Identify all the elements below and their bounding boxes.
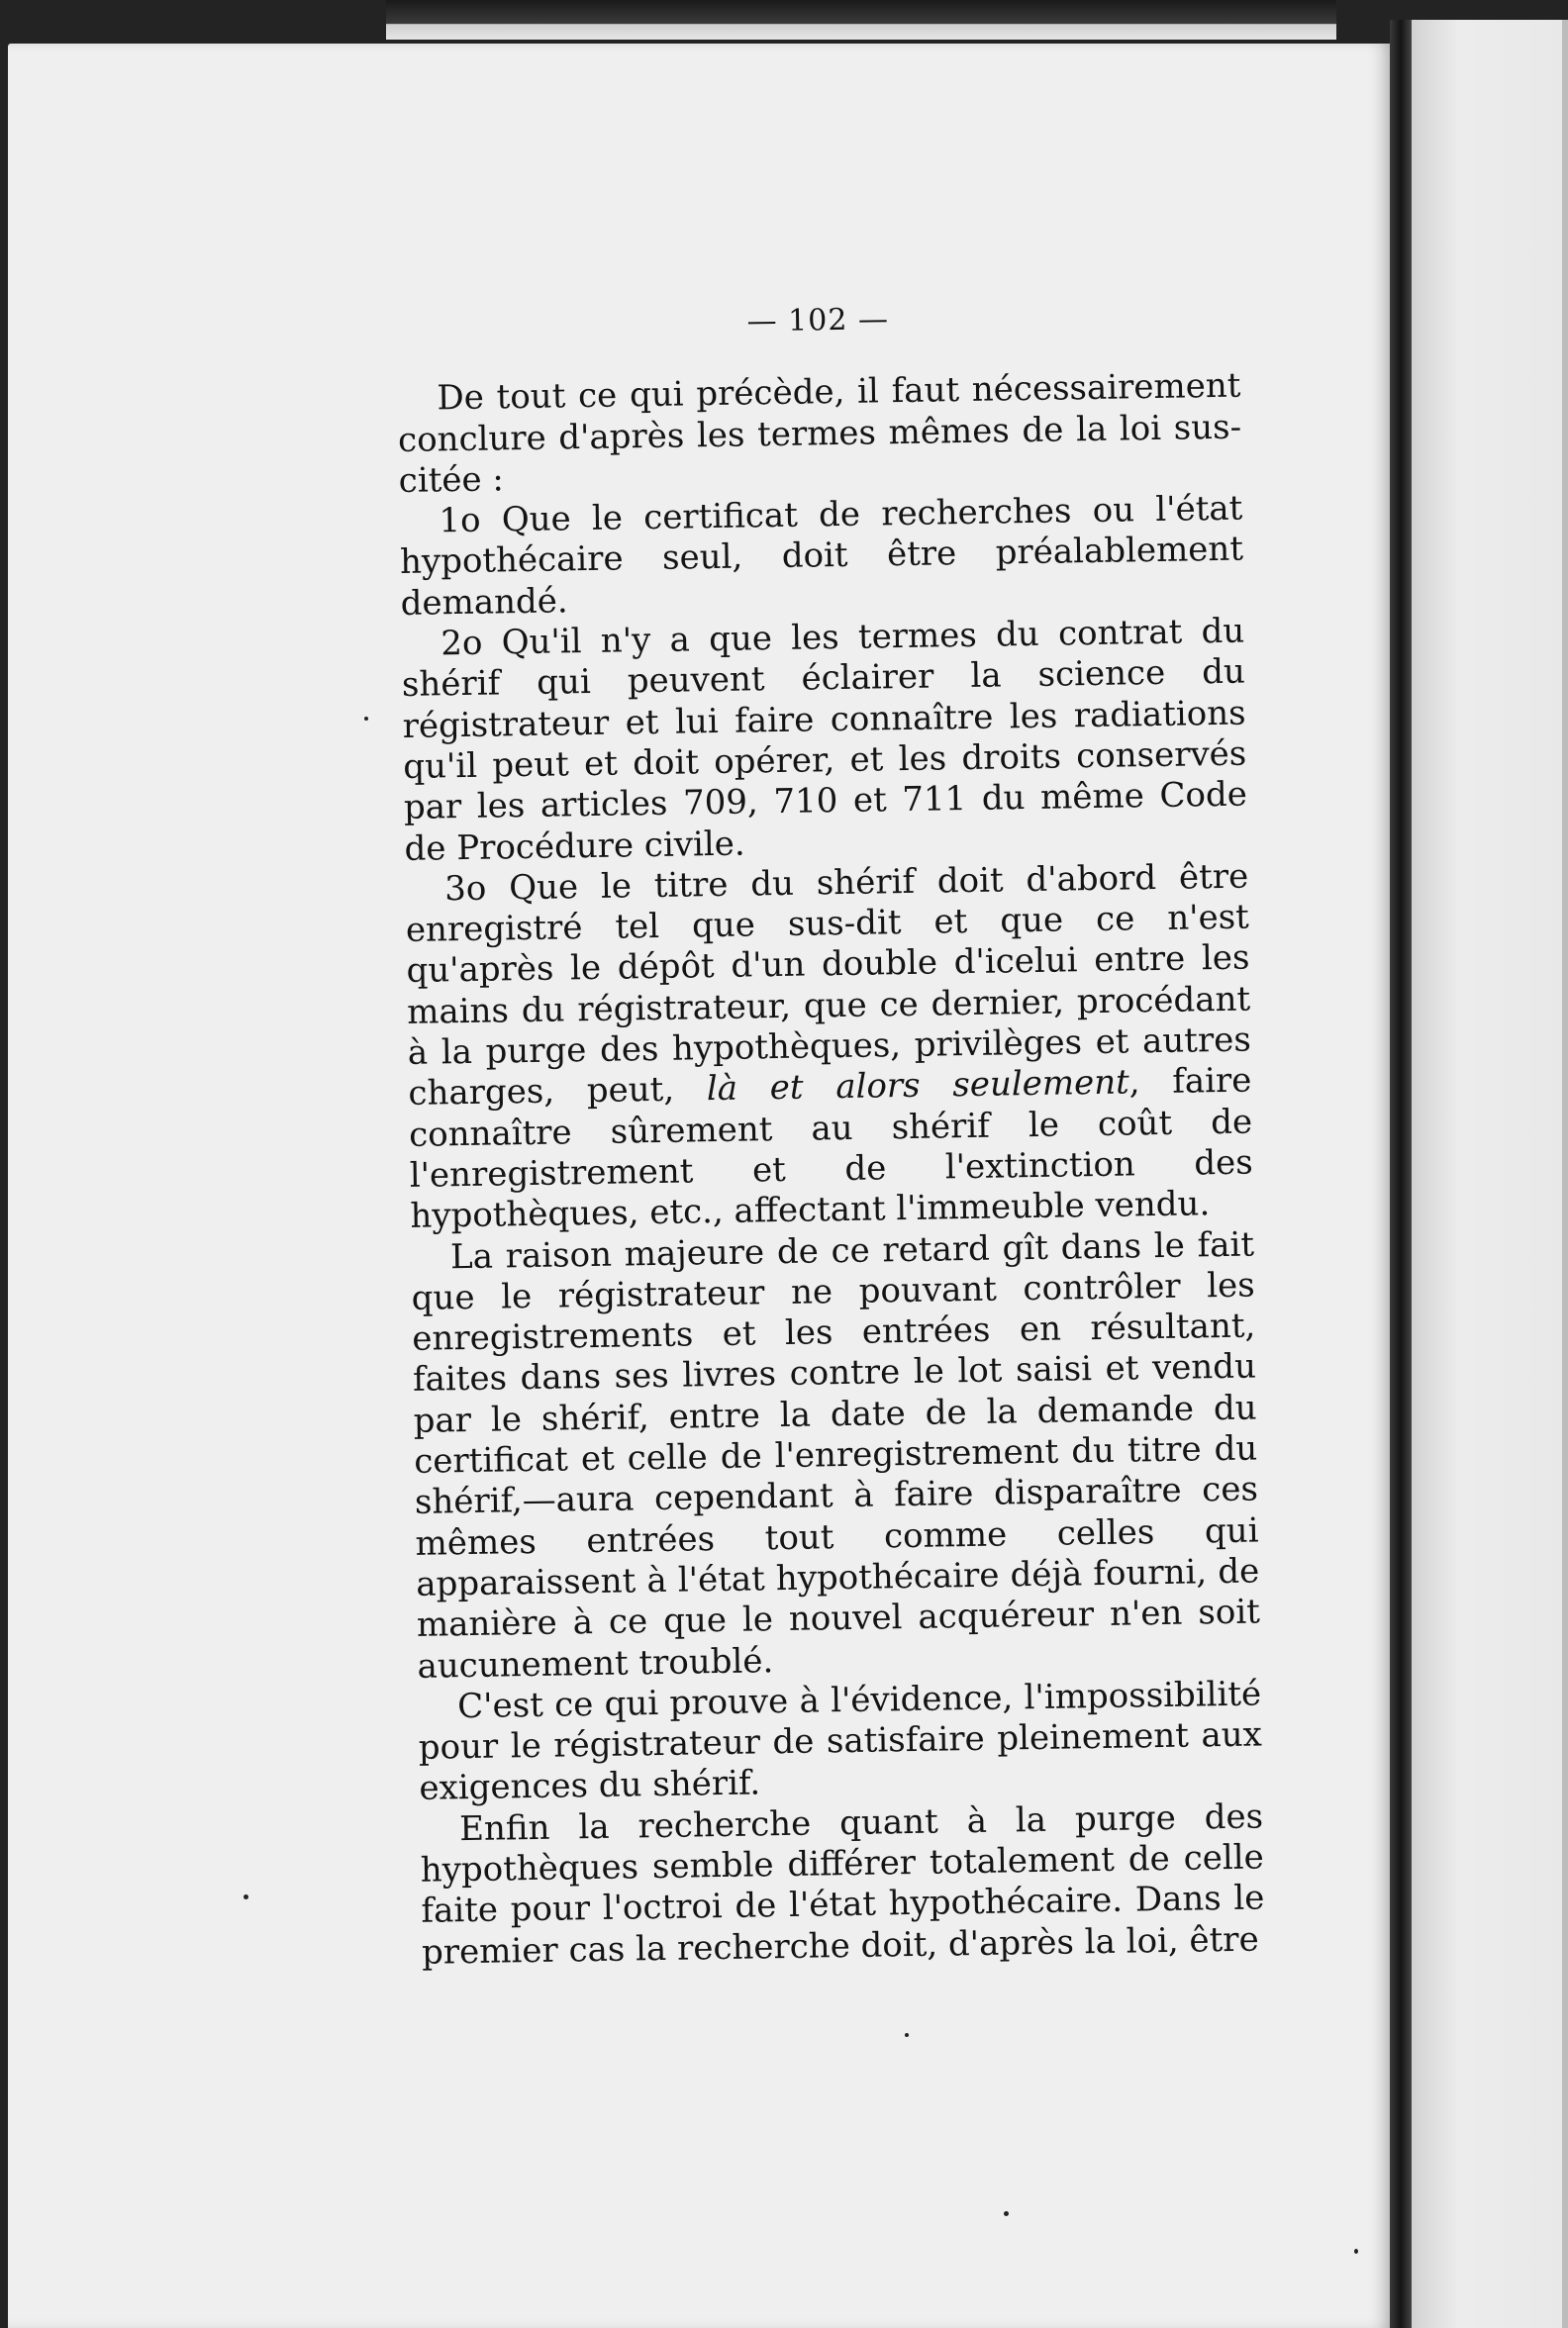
paragraph: 2o Qu'il n'y a que les termes du contrat du shérif qui peuvent éclairer la science du régistrateur et lui faire connaître les radiations qu'il peut et doit opérer, et les droits conservés par les articles 709, 710 et 711 du même Code de Procédure civile.: [401, 611, 1248, 869]
paragraph-text: , faire connaître sûrement au shérif le coût de l'enregistrement et de l'extinction des hypothèques, etc., affectant l'immeuble vendu.: [408, 1060, 1253, 1237]
paragraph: 1o Que le certificat de recherches ou l'état hypothécaire seul, doit être préalablement demandé.: [399, 488, 1244, 624]
paragraph: De tout ce qui précède, il faut nécessairement conclure d'après les termes mêmes de la loi sus-citée :: [397, 365, 1242, 501]
ink-speck: [1354, 2249, 1358, 2254]
paragraph: [405, 856, 1254, 1237]
ink-speck: [244, 1894, 248, 1899]
adjacent-page-edge: [1412, 20, 1568, 2328]
ink-speck: [905, 2033, 909, 2037]
paragraph: La raison majeure de ce retard gît dans le fait que le régistrateur ne pouvant contrôler les enregistrements et les entrées en résultant, faites dans ses livres contre le lot saisi et vendu par le shérif, entre la date de la demande du certificat et celle de l'enregistrement du titre du shérif,—aura cependant à faire disparaître ces mêmes entrées tout comme celles qui apparaissent à l'état hypothécaire déjà fourni, de manière à ce que le nouvel acquéreur n'en soit aucunement troublé.: [411, 1224, 1261, 1687]
page-fold: [1390, 20, 1412, 2328]
page-text: [396, 294, 1265, 1974]
page-number: — 102 —: [746, 302, 890, 340]
binding-strip: [386, 0, 1336, 40]
emphasis-text: là et alors seulement: [706, 1062, 1130, 1110]
paragraph: C'est ce qui prouve à l'évidence, l'impossibilité pour le régistrateur de satisfaire pleinement aux exigences du shérif.: [418, 1674, 1263, 1809]
paragraph-text: 3o Que le titre du shérif doit d'abord être enregistré tel que sus-dit et que ce n'est qu'après le dépôt d'un double d'icelui entre les mains du régistrateur, que ce dernier, procédant à la purge des hypothèques, privilèges et autres charges, peut,: [405, 856, 1252, 1115]
ink-speck: [364, 717, 368, 721]
paragraph: Enfin la recherche quant à la purge des hypothèques semble différer totalement de celle faite pour l'octroi de l'état hypothécaire. Dans le premier cas la recherche doit, d'après la loi, être: [420, 1796, 1265, 1973]
ink-speck: [1004, 2211, 1009, 2216]
